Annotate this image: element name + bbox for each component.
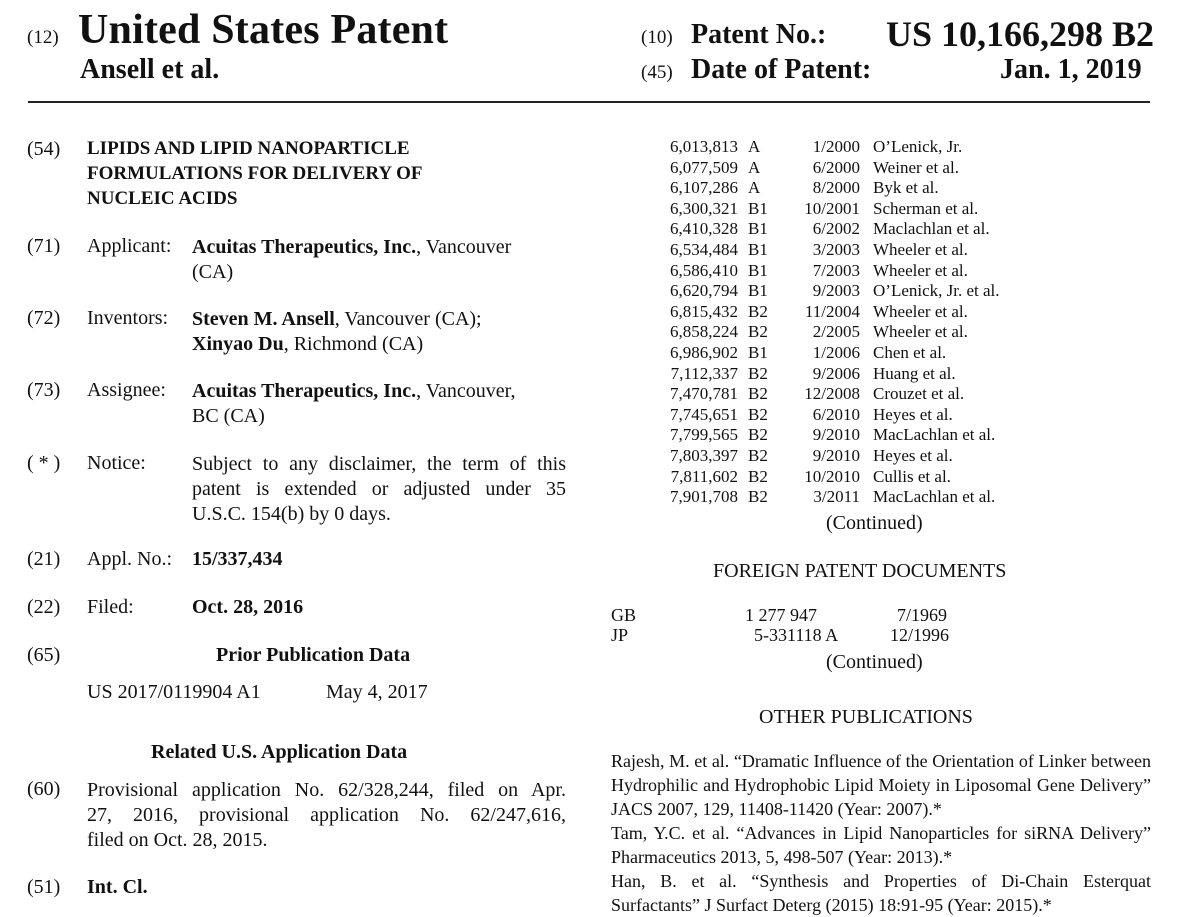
code-12: (12) <box>27 27 59 48</box>
citation-row <box>640 446 1000 467</box>
code-60: (60) <box>27 778 61 800</box>
citation-date: 11/2004 <box>804 301 860 321</box>
citation-number: 6,107,286 <box>670 178 738 198</box>
code-72: (72) <box>27 307 61 329</box>
citation-date: 6/2002 <box>812 219 860 239</box>
related-application-heading: Related U.S. Application Data <box>151 741 408 763</box>
citation-date: 10/2010 <box>804 466 860 486</box>
patent-no-label: Patent No.: <box>691 19 827 50</box>
code-73: (73) <box>27 379 61 401</box>
inventor-name: Steven M. Ansell <box>192 308 335 330</box>
citation-name: Byk et al. <box>873 178 939 198</box>
citation-name: Scherman et al. <box>873 198 979 218</box>
citation-row <box>640 302 1000 323</box>
citation-number: 7,799,565 <box>670 425 738 445</box>
citation-name: Wheeler et al. <box>873 260 968 280</box>
assignee-name: Acuitas Therapeutics, Inc. <box>192 380 417 402</box>
citation-name: Heyes et al. <box>873 445 953 465</box>
inventor-name: Xinyao Du <box>192 333 284 355</box>
citation-name: MacLachlan et al. <box>873 425 996 445</box>
citation-kind: B1 <box>748 219 768 239</box>
applicant-city: , Vancouver <box>416 236 512 258</box>
citation-number: 6,534,484 <box>670 239 738 259</box>
citation-row <box>640 364 1000 385</box>
citation-name: Huang et al. <box>873 363 956 383</box>
citation-number: 7,470,781 <box>670 384 738 404</box>
provisional-application-text <box>87 778 566 853</box>
inventor-location: , Vancouver (CA); <box>334 308 482 330</box>
citation-kind: B2 <box>748 404 768 424</box>
notice-label: Notice: <box>87 452 146 474</box>
citation-name: Cullis et al. <box>873 466 951 486</box>
title-line: LIPIDS AND LIPID NANOPARTICLE <box>87 138 410 159</box>
publication-entry: Rajesh, M. et al. “Dramatic Influence of the Orientation of Linker between Hydrophilic and Hydrophobic Lipid Moiety in Liposomal Gene Delivery” JACS 2007, 129, 11408-11420 (Year: 2007).* <box>611 751 1151 819</box>
code-54: (54) <box>27 138 61 160</box>
invention-title <box>87 136 423 211</box>
date-of-patent-label: Date of Patent: <box>691 54 872 85</box>
citation-row <box>640 343 1000 364</box>
citation-number: 6,410,328 <box>670 219 738 239</box>
citation-date: 2/2005 <box>812 322 860 342</box>
appl-no: 15/337,434 <box>192 548 283 570</box>
citation-kind: B2 <box>748 363 768 383</box>
citation-row <box>640 281 1000 302</box>
citation-kind: A <box>748 137 761 156</box>
foreign-number: 5-331118 A <box>754 625 839 645</box>
foreign-country: GB <box>611 605 637 625</box>
citation-name: Heyes et al. <box>873 404 953 424</box>
citation-date: 6/2010 <box>812 404 860 424</box>
citation-kind: B1 <box>748 239 768 259</box>
citation-kind: B2 <box>748 322 768 342</box>
citation-number: 6,300,321 <box>670 198 738 218</box>
citation-row <box>640 261 1000 282</box>
citation-name: Wheeler et al. <box>873 239 968 259</box>
notice-line: U.S.C. 154(b) by 0 days. <box>192 503 391 525</box>
applicant-country: (CA) <box>192 261 234 283</box>
title-line: NUCLEIC ACIDS <box>87 188 238 209</box>
citation-number: 7,112,337 <box>670 363 738 383</box>
citation-row <box>640 405 1000 426</box>
patent-number: US 10,166,298 B2 <box>886 14 1155 54</box>
citation-kind: B2 <box>748 425 768 445</box>
citation-name: MacLachlan et al. <box>873 487 996 507</box>
citation-kind: B2 <box>748 301 768 321</box>
citation-name: Chen et al. <box>873 342 947 362</box>
citation-number: 7,811,602 <box>670 466 738 486</box>
foreign-date: 12/1996 <box>890 625 950 645</box>
applicant-name: Acuitas Therapeutics, Inc. <box>192 236 417 258</box>
citation-date: 8/2000 <box>812 178 860 198</box>
citation-kind: B2 <box>748 487 768 507</box>
citation-date: 10/2001 <box>804 198 860 218</box>
citation-number: 6,620,794 <box>670 281 738 301</box>
prior-publication-number: US 2017/0119904 A1 <box>87 681 261 703</box>
notice-line: Subject to any disclaimer, the term of this <box>192 453 566 475</box>
citation-row <box>640 158 1000 179</box>
citation-date: 9/2003 <box>812 281 860 301</box>
notice-line: patent is extended or adjusted under 35 <box>192 478 566 500</box>
citation-number: 7,901,708 <box>670 487 738 507</box>
date-of-patent: Jan. 1, 2019 <box>1000 54 1142 85</box>
publication-entry: Han, B. et al. “Synthesis and Properties of Di-Chain Esterquat Surfactants” J Surfact Deterg (2015) 18:91-95 (Year: 2015).* <box>611 871 1151 915</box>
provisional-line: Provisional application No. 62/328,244, filed on Apr. <box>87 779 566 801</box>
citation-date: 3/2011 <box>813 487 860 507</box>
applicant-label: Applicant: <box>87 235 172 257</box>
citation-row <box>640 322 1000 343</box>
title-line: FORMULATIONS FOR DELIVERY OF <box>87 163 423 184</box>
other-publications-list <box>611 749 1151 917</box>
foreign-patent-documents-heading: FOREIGN PATENT DOCUMENTS <box>713 560 1007 582</box>
other-publications-heading: OTHER PUBLICATIONS <box>759 706 973 728</box>
citation-name: O’Lenick, Jr. <box>873 137 963 156</box>
citation-name: Weiner et al. <box>873 157 959 177</box>
citations-continued: (Continued) <box>826 512 923 534</box>
code-21: (21) <box>27 548 61 570</box>
code-71: (71) <box>27 235 61 257</box>
citation-date: 9/2006 <box>812 363 860 383</box>
citation-row <box>640 467 1000 488</box>
citation-name: O’Lenick, Jr. et al. <box>873 281 1000 301</box>
citation-row <box>640 219 1000 240</box>
provisional-line: filed on Oct. 28, 2015. <box>87 829 268 851</box>
citation-kind: A <box>748 178 761 198</box>
citation-date: 3/2003 <box>812 239 860 259</box>
citation-number: 6,586,410 <box>670 260 738 280</box>
citation-kind: B2 <box>748 384 768 404</box>
citation-date: 7/2003 <box>812 260 860 280</box>
citation-date: 12/2008 <box>804 384 860 404</box>
assignee-country: BC (CA) <box>192 405 265 427</box>
code-22: (22) <box>27 596 61 618</box>
citation-name: Maclachlan et al. <box>873 219 990 239</box>
assignee-label: Assignee: <box>87 379 166 401</box>
citation-date: 9/2010 <box>812 425 860 445</box>
appl-no-label: Appl. No.: <box>87 548 172 570</box>
filed-label: Filed: <box>87 596 134 618</box>
foreign-continued: (Continued) <box>826 651 923 673</box>
assignee-city: , Vancouver, <box>416 380 516 402</box>
header-divider <box>28 101 1150 103</box>
code-65: (65) <box>27 644 61 666</box>
int-cl-label: Int. Cl. <box>87 876 148 898</box>
assignee-value <box>192 379 515 429</box>
citation-kind: B1 <box>748 260 768 280</box>
notice-text <box>192 452 566 527</box>
citation-name: Crouzet et al. <box>873 384 965 404</box>
citation-row <box>640 137 1000 158</box>
citation-kind: B1 <box>748 281 768 301</box>
foreign-patent-list <box>611 605 971 645</box>
citation-number: 6,077,509 <box>670 157 738 177</box>
citation-date: 1/2000 <box>812 137 860 156</box>
code-51: (51) <box>27 876 61 898</box>
citation-row <box>640 425 1000 446</box>
prior-publication-heading: Prior Publication Data <box>216 644 411 666</box>
us-patent-citations <box>640 137 1000 508</box>
citation-row <box>640 384 1000 405</box>
applicant-value <box>192 235 511 285</box>
citation-number: 6,815,432 <box>670 301 738 321</box>
citation-kind: B2 <box>748 445 768 465</box>
citation-number: 6,013,813 <box>670 137 738 156</box>
foreign-row <box>611 625 971 645</box>
inventors-value <box>192 307 482 357</box>
citation-number: 7,745,651 <box>670 404 738 424</box>
citation-date: 1/2006 <box>812 342 860 362</box>
patent-type-title: United States Patent <box>78 7 449 53</box>
citation-row <box>640 199 1000 220</box>
citation-row <box>640 487 1000 508</box>
provisional-line: 27, 2016, provisional application No. 62/247,616, <box>87 804 566 826</box>
citation-name: Wheeler et al. <box>873 301 968 321</box>
citation-row <box>640 178 1000 199</box>
filed-date: Oct. 28, 2016 <box>192 596 304 618</box>
citation-kind: B1 <box>748 198 768 218</box>
citation-number: 6,986,902 <box>670 342 738 362</box>
code-45: (45) <box>641 62 673 83</box>
foreign-number: 1 277 947 <box>745 605 817 625</box>
publication-entry: Tam, Y.C. et al. “Advances in Lipid Nanoparticles for siRNA Delivery” Pharmaceutics 2013, 5, 498-507 (Year: 2013).* <box>611 823 1151 867</box>
code-10: (10) <box>641 27 673 48</box>
foreign-date: 7/1969 <box>897 605 948 625</box>
foreign-country: JP <box>611 625 629 645</box>
inventor-location: , Richmond (CA) <box>283 333 424 355</box>
citation-row <box>640 240 1000 261</box>
inventors-label: Inventors: <box>87 307 169 329</box>
citation-number: 6,858,224 <box>670 322 738 342</box>
citation-kind: B1 <box>748 342 768 362</box>
authors: Ansell et al. <box>80 54 220 85</box>
citation-kind: A <box>748 157 761 177</box>
citation-date: 9/2010 <box>812 445 860 465</box>
citation-kind: B2 <box>748 466 768 486</box>
citation-date: 6/2000 <box>812 157 860 177</box>
code-notice: ( * ) <box>27 452 61 474</box>
citation-number: 7,803,397 <box>670 445 738 465</box>
prior-publication-date: May 4, 2017 <box>326 681 428 703</box>
foreign-row <box>611 605 971 625</box>
citation-name: Wheeler et al. <box>873 322 968 342</box>
